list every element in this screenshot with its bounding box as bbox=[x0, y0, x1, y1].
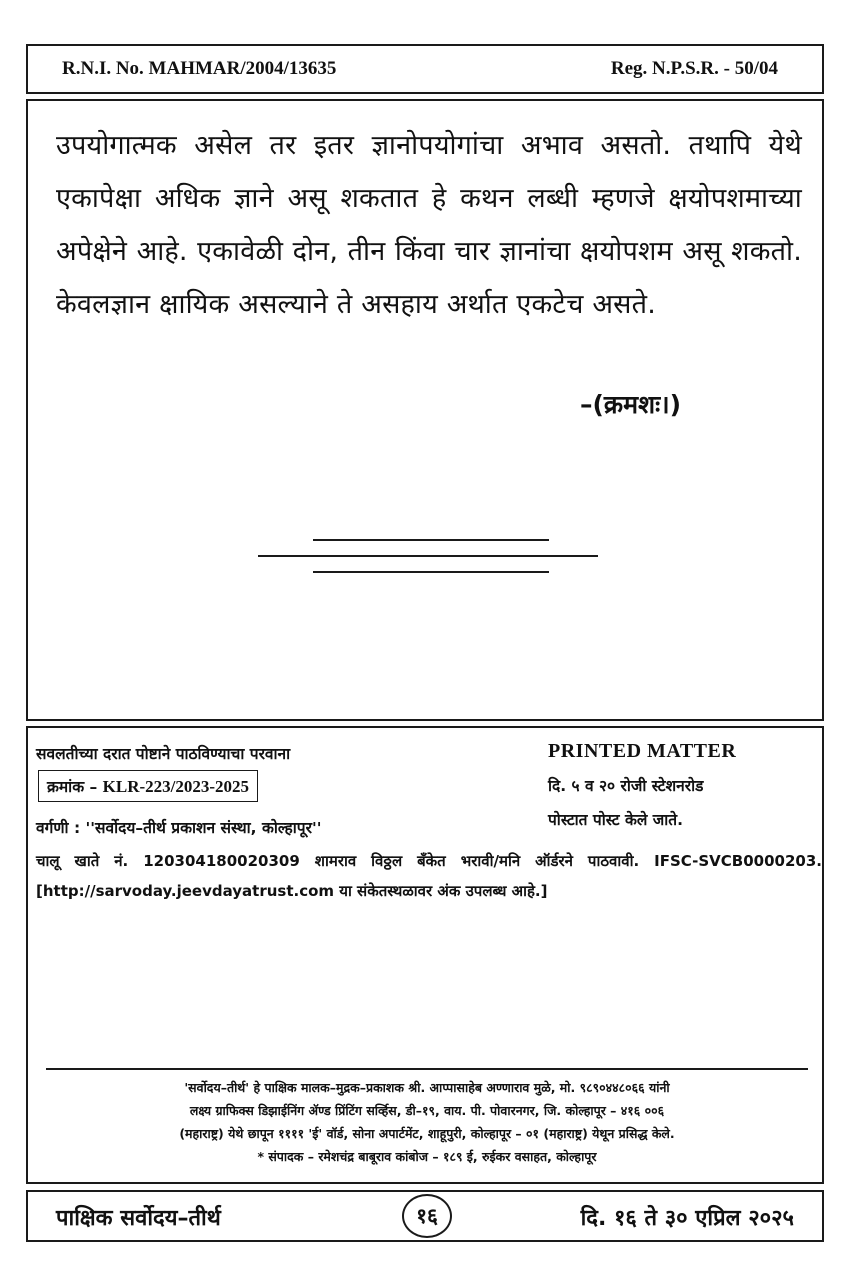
masthead-bar bbox=[26, 44, 824, 94]
printed-matter-label: PRINTED MATTER bbox=[548, 740, 737, 762]
article-body-box bbox=[26, 99, 824, 721]
imprint-line: 'सर्वोदय–तीर्थ' हे पाक्षिक मालक–मुद्रक–प्रकाशक श्री. आप्पासाहेब अण्णाराव मुळे, मो. ९८९०४४८०६६ यांनी bbox=[184, 1080, 670, 1095]
continued-marker: –(क्रमशः।) bbox=[580, 390, 682, 419]
permit-number-box bbox=[38, 770, 258, 802]
permit-number-code: KLR-223/2023-2025 bbox=[102, 777, 250, 796]
editor-line: * संपादक – रमेशचंद्र बाबूराव कांबोज – १८९ ई, रुईकर वसाहत, कोल्हापूर bbox=[257, 1149, 597, 1164]
permit-number-label: क्रमांक – bbox=[47, 778, 98, 796]
imprint-block bbox=[44, 1076, 810, 1168]
bank-account-text: चालू खाते नं. 120304180020309 शामराव विठ्ठल बँकेत भरावी/मनि ऑर्डरने पाठवावी. IFSC-SVCB0000203. [http://sarvoday.jeevdayatrust.com या संकेतस्थळावर अंक उपलब्ध आहे.] bbox=[36, 852, 822, 900]
posting-office-text: पोस्टात पोस्ट केले जाते. bbox=[548, 811, 684, 829]
publication-title: पाक्षिक सर्वोदय–तीर्थ bbox=[56, 1206, 221, 1231]
article-paragraph: उपयोगात्मक असेल तर इतर ज्ञानोपयोगांचा अभाव असतो. तथापि येथे एकापेक्षा अधिक ज्ञाने असू शकतात हे कथन लब्धी म्हणजे क्षयोपशमाच्या अपेक्षेने आहे. एकावेळी दोन, तीन किंवा चार ज्ञानांचा क्षयोपशम असू शकतो. केवलज्ञान क्षायिक असल्याने ते असहाय अर्थात एकटेच असते. bbox=[56, 130, 802, 320]
ornament-rule-middle bbox=[258, 555, 598, 557]
subscription-payee-text: वर्गणी : ''सर्वोदय–तीर्थ प्रकाशन संस्था, कोल्हापूर'' bbox=[36, 819, 322, 837]
imprint-divider bbox=[46, 1068, 808, 1070]
postal-info-box bbox=[26, 726, 824, 1184]
ornament-rule-top bbox=[313, 539, 549, 541]
footer-bar bbox=[26, 1190, 824, 1242]
imprint-line: (महाराष्ट्र) येथे छापून ११११ 'ई' वॉर्ड, सोना अपार्टमेंट, शाहूपुरी, कोल्हापूर – ०१ (महाराष्ट्र) येथून प्रसिद्ध केले. bbox=[179, 1126, 675, 1141]
page-number: १६ bbox=[402, 1194, 452, 1238]
registration-number: Reg. N.P.S.R. - 50/04 bbox=[610, 58, 778, 79]
issue-date: दि. १६ ते ३० एप्रिल २०२५ bbox=[580, 1206, 794, 1231]
ornament-rule-bottom bbox=[313, 571, 549, 573]
imprint-line: लक्ष्य ग्राफिक्स डिझाईनिंग ॲण्ड प्रिंटिंग सर्व्हिस, डी–१९, वाय. पी. पोवारनगर, जि. कोल्हापूर – ४१६ ००६ bbox=[189, 1103, 665, 1118]
posting-dates-text: दि. ५ व २० रोजी स्टेशनरोड bbox=[548, 777, 704, 795]
rni-number: R.N.I. No. MAHMAR/2004/13635 bbox=[62, 58, 337, 79]
postal-permit-text: सवलतीच्या दरात पोष्टाने पाठविण्याचा परवाना bbox=[36, 745, 291, 763]
